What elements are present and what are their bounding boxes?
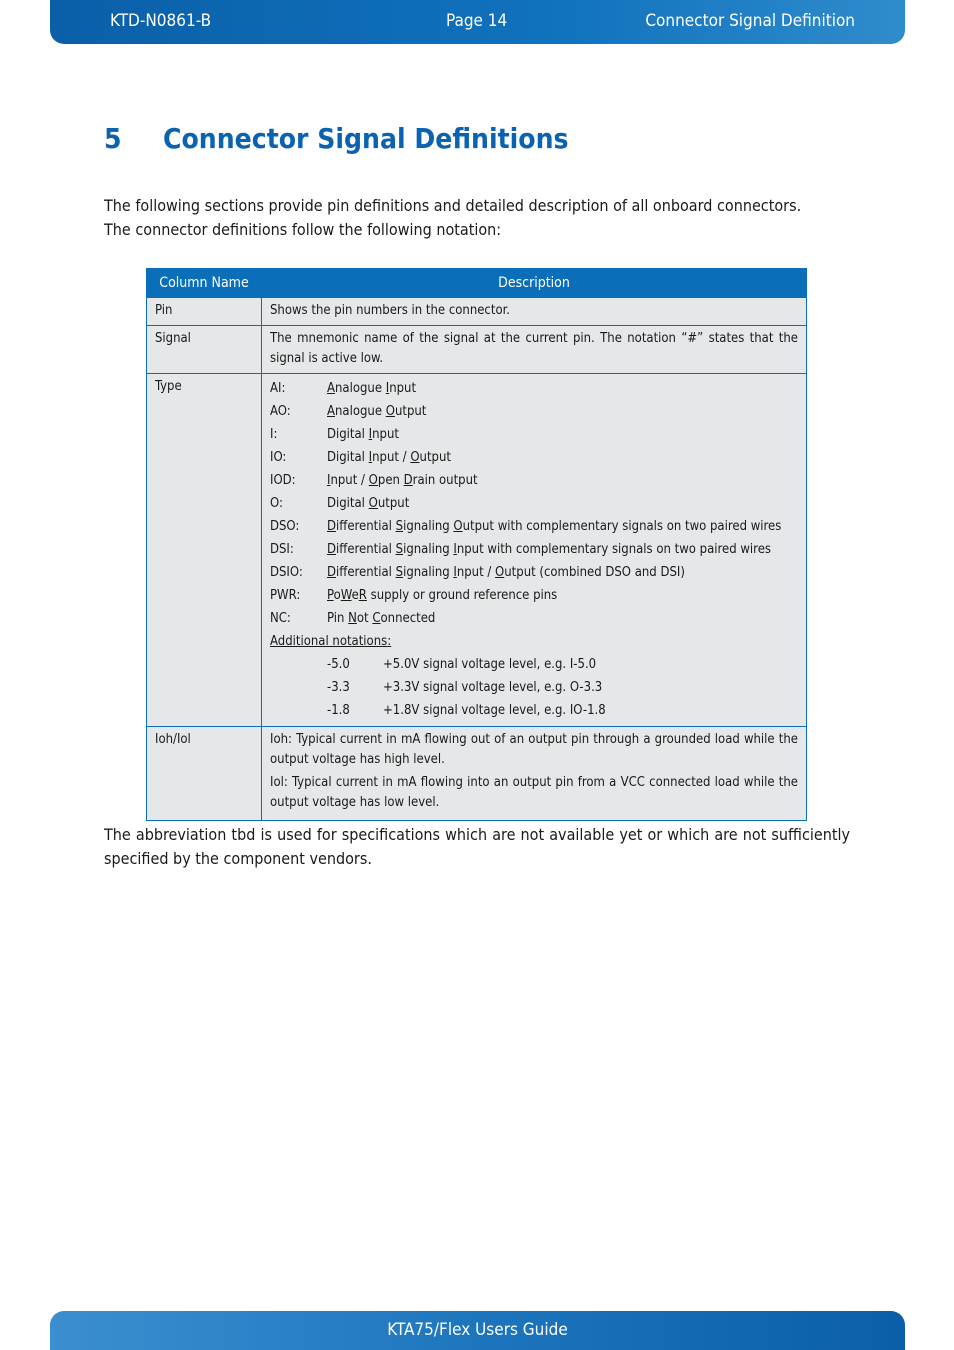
type-code: NC: xyxy=(270,610,291,626)
voltage-entry xyxy=(270,676,798,699)
type-entry xyxy=(270,492,798,515)
type-code: DSO: xyxy=(270,518,300,534)
mnemonic-letter: O xyxy=(495,564,505,580)
header-section-title: Connector Signal Definition xyxy=(645,11,855,31)
type-code: DSIO: xyxy=(270,564,303,580)
table-row xyxy=(147,727,807,821)
mnemonic-letter: O xyxy=(453,518,463,534)
row-name-type: Type xyxy=(147,374,262,727)
ioh-description: Ioh: Typical current in mA flowing out of an output pin through a grounded load while the output voltage has high level. xyxy=(270,732,798,767)
description-text: nput / xyxy=(330,472,369,488)
description-text: utput xyxy=(419,449,451,465)
description-text: nput with complementary signals on two paired wires xyxy=(456,541,771,557)
type-entry xyxy=(270,423,798,446)
type-description xyxy=(327,402,426,422)
voltage-entry xyxy=(270,653,798,676)
mnemonic-letter: S xyxy=(395,518,404,534)
table-header-row xyxy=(147,269,807,298)
voltage-description: +5.0V signal voltage level, e.g. I-5.0 xyxy=(383,656,597,672)
type-code: IO: xyxy=(270,449,287,465)
mnemonic-letter: N xyxy=(348,610,357,626)
description-text: nalogue xyxy=(335,380,386,396)
intro-line: The following sections provide pin definitions and detailed description of all onboard connectors. xyxy=(104,196,802,215)
description-text: ifferential xyxy=(336,564,396,580)
description-header: Description xyxy=(262,269,807,298)
type-entry xyxy=(270,446,798,469)
description-text: Pin xyxy=(327,610,349,626)
mnemonic-letter: I xyxy=(453,564,457,580)
description-text: nput xyxy=(372,426,399,442)
page-number: Page 14 xyxy=(446,11,508,31)
description-text: e xyxy=(351,587,359,603)
mnemonic-letter: O xyxy=(410,449,420,465)
type-description xyxy=(327,586,557,606)
type-code: I: xyxy=(270,426,278,442)
type-entry xyxy=(270,377,798,400)
mnemonic-letter: D xyxy=(327,564,337,580)
mnemonic-letter: I xyxy=(368,449,373,465)
mnemonic-letter: D xyxy=(327,541,337,557)
type-description xyxy=(327,425,399,445)
type-description xyxy=(327,609,435,629)
type-entry xyxy=(270,607,798,630)
description-text: utput with complementary signals on two paired wires xyxy=(462,518,782,534)
type-description xyxy=(327,563,685,583)
row-name-signal: Signal xyxy=(147,326,262,374)
type-entry xyxy=(270,515,798,538)
description-text: ot xyxy=(356,610,373,626)
type-description xyxy=(327,471,478,491)
table-row xyxy=(147,326,807,374)
table-row xyxy=(147,298,807,326)
type-code: AI: xyxy=(270,380,286,396)
row-name-pin: Pin xyxy=(147,298,262,326)
type-code: AO: xyxy=(270,403,291,419)
type-description xyxy=(327,448,451,468)
description-text: ifferential xyxy=(336,518,396,534)
table-row xyxy=(147,374,807,727)
mnemonic-letter: R xyxy=(358,587,367,603)
row-desc-type xyxy=(262,374,807,727)
row-desc-pin: Shows the pin numbers in the connector. xyxy=(262,298,807,326)
type-entry xyxy=(270,400,798,423)
chapter-title: Connector Signal Definitions xyxy=(163,122,569,155)
intro-line: The connector definitions follow the following notation: xyxy=(104,220,502,239)
description-text: onnected xyxy=(380,610,436,626)
mnemonic-letter: A xyxy=(327,403,335,419)
description-text: Digital xyxy=(327,426,369,442)
page-header xyxy=(50,0,905,44)
type-code: DSI: xyxy=(270,541,294,557)
mnemonic-letter: W xyxy=(340,587,352,603)
voltage-entry xyxy=(270,699,798,722)
description-text: ignaling xyxy=(403,541,454,557)
intro-text xyxy=(104,194,850,242)
voltage-suffix: -1.8 xyxy=(327,702,350,718)
row-desc-iohiol xyxy=(262,727,807,821)
description-text: pen xyxy=(377,472,404,488)
type-description xyxy=(327,379,416,399)
type-description xyxy=(327,540,771,560)
mnemonic-letter: C xyxy=(372,610,381,626)
footer-title: KTA75/Flex Users Guide xyxy=(387,1320,568,1340)
type-code: O: xyxy=(270,495,283,511)
chapter-number: 5 xyxy=(104,122,122,155)
description-text: utput (combined DSO and DSI) xyxy=(504,564,685,580)
type-entry xyxy=(270,538,798,561)
description-text: ignaling xyxy=(403,564,454,580)
column-name-header: Column Name xyxy=(147,269,262,298)
closing-paragraph: The abbreviation tbd is used for specifications which are not available yet or which are not sufficiently specified by the component vendors. xyxy=(104,825,850,868)
description-text: utput xyxy=(377,495,410,511)
mnemonic-letter: P xyxy=(327,587,334,603)
mnemonic-letter: O xyxy=(385,403,395,419)
type-code: IOD: xyxy=(270,472,296,488)
description-text: nput / xyxy=(372,449,411,465)
mnemonic-letter: I xyxy=(368,426,373,442)
description-text: ifferential xyxy=(336,541,396,557)
description-text: Digital xyxy=(327,495,369,511)
type-code: PWR: xyxy=(270,587,301,603)
type-description xyxy=(327,494,409,514)
voltage-description: +1.8V signal voltage level, e.g. IO-1.8 xyxy=(383,702,606,718)
mnemonic-letter: D xyxy=(403,472,413,488)
description-text: supply or ground reference pins xyxy=(366,587,558,603)
description-text: rain output xyxy=(412,472,478,488)
mnemonic-letter: I xyxy=(453,541,457,557)
mnemonic-letter: S xyxy=(395,564,404,580)
description-text: nput xyxy=(389,380,417,396)
voltage-list xyxy=(270,653,798,722)
voltage-suffix: -5.0 xyxy=(327,656,350,672)
description-text: ignaling xyxy=(403,518,454,534)
mnemonic-letter: O xyxy=(368,472,378,488)
mnemonic-letter: I xyxy=(327,472,331,488)
type-entry xyxy=(270,469,798,492)
mnemonic-letter: S xyxy=(395,541,404,557)
mnemonic-letter: A xyxy=(327,380,335,396)
voltage-suffix: -3.3 xyxy=(327,679,350,695)
type-list xyxy=(270,377,798,630)
mnemonic-letter: D xyxy=(327,518,337,534)
page-footer xyxy=(50,1311,905,1350)
mnemonic-letter: I xyxy=(385,380,390,396)
additional-notations-title: Additional notations: xyxy=(270,633,392,649)
chapter-heading xyxy=(104,122,569,155)
notation-table xyxy=(146,268,807,821)
description-text: utput xyxy=(394,403,427,419)
description-text: Digital xyxy=(327,449,369,465)
description-text: nalogue xyxy=(335,403,386,419)
iol-description: Iol: Typical current in mA flowing into an output pin from a VCC connected load while the output voltage has low level. xyxy=(270,775,798,810)
row-desc-signal: The mnemonic name of the signal at the current pin. The notation “#” states that the signal is active low. xyxy=(262,326,807,374)
voltage-description: +3.3V signal voltage level, e.g. O-3.3 xyxy=(383,679,603,695)
type-description xyxy=(327,517,781,537)
description-text: nput / xyxy=(456,564,496,580)
description-text: o xyxy=(333,587,341,603)
mnemonic-letter: O xyxy=(368,495,378,511)
document-id: KTD-N0861-B xyxy=(110,11,212,31)
type-entry xyxy=(270,561,798,584)
type-entry xyxy=(270,584,798,607)
row-name-iohiol: Ioh/Iol xyxy=(147,727,262,821)
